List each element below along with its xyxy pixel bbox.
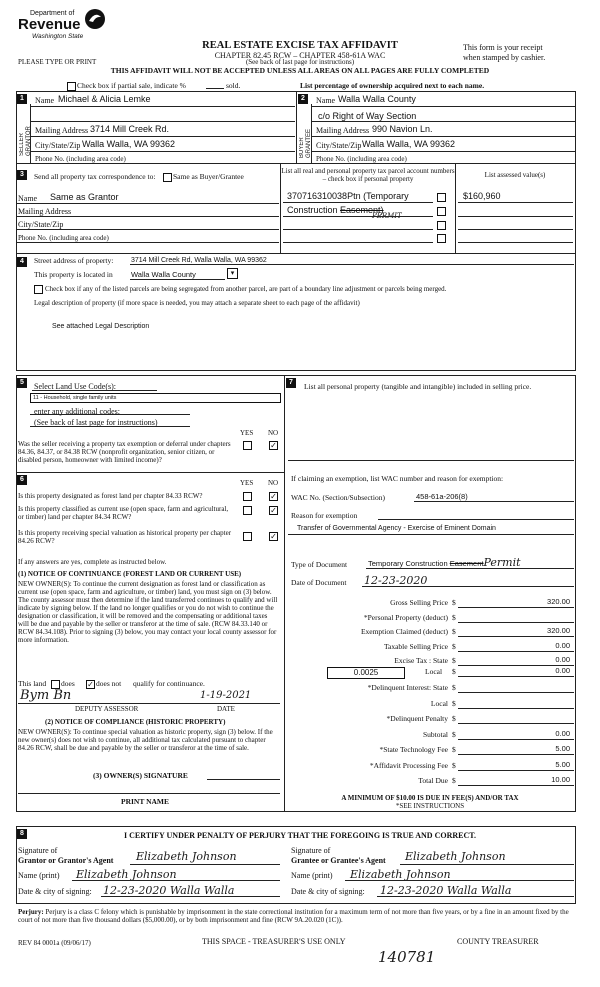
fin-dollar-sign: $	[452, 656, 456, 665]
legal-description[interactable]: See attached Legal Description	[52, 323, 150, 330]
county-select[interactable]: Walla Walla County	[131, 270, 196, 279]
legal-description-label: Legal description of property (if more space is needed, you may attach a separate sheet to each page of the affidavit)	[34, 299, 360, 307]
section-6-number: 6	[17, 475, 27, 485]
assessed-value-1[interactable]: $160,960	[463, 191, 501, 201]
document-type-handwritten: Permit	[483, 556, 521, 569]
buyer-side-label: BUYER GRANTEE	[299, 128, 312, 158]
grantor-sig-label-1: Signature of	[18, 846, 58, 855]
partial-sale-label: Check box if partial sale, indicate %	[77, 81, 186, 90]
fin-label: Taxable Selling Price	[383, 641, 448, 651]
fin-value-line	[458, 770, 574, 771]
grantee-name[interactable]: Elizabeth Johnson	[350, 868, 451, 881]
partial-sale-percent-field[interactable]	[206, 88, 224, 89]
fin-value-line	[458, 607, 574, 608]
does-not-label: does not	[96, 679, 122, 688]
sec6-q2: Is this property classified as current use (open space, farm and agricultural, or timber) land per chapter 84.34 RCW?	[18, 505, 229, 521]
list-percentage-note: List percentage of ownership acquired next to each name.	[300, 81, 485, 90]
sec6-q1: Is this property designated as forest land per chapter 84.33 RCW?	[18, 492, 203, 500]
fin-label: Total Due	[418, 776, 448, 785]
receipt-note-2: when stamped by cashier.	[463, 53, 546, 62]
grantor-date-city[interactable]: 12-23-2020 Walla Walla	[103, 884, 235, 897]
grantor-sig-label-2: Grantor or Grantor's Agent	[18, 856, 114, 865]
fin-label: *Delinquent Interest: State	[367, 683, 448, 692]
fin-dollar-sign: $	[452, 598, 456, 607]
perjury-label: Perjury:	[18, 908, 44, 916]
seller-city[interactable]: Walla Walla, WA 99362	[82, 139, 176, 149]
sec5-yes-header: YES	[240, 429, 254, 437]
county-treasurer-label: COUNTY TREASURER	[457, 937, 539, 946]
document-date-label: Date of Document	[291, 578, 347, 587]
see-instructions-note: *SEE INSTRUCTIONS	[395, 802, 465, 810]
segregated-checkbox[interactable]	[34, 285, 43, 294]
sold-label: sold.	[226, 81, 241, 90]
buyer-city-label: City/State/Zip	[316, 141, 362, 150]
sec3-name-label: Name	[18, 194, 38, 203]
fin-value-line	[458, 739, 574, 740]
sec6-q1-no-checkbox[interactable]: ✓	[270, 492, 277, 501]
buyer-name-label: Name	[316, 96, 336, 105]
buyer-name-line2[interactable]: c/o Right of Way Section	[318, 111, 417, 121]
seller-city-label: City/State/Zip	[35, 141, 81, 150]
exemption-reason[interactable]: Transfer of Governmental Agency - Exercise of Eminent Domain	[297, 525, 496, 532]
located-in-label: This property is located in	[34, 270, 113, 279]
sec5-see-back: (See back of last page for instructions)	[34, 418, 158, 427]
parcel-1[interactable]: 370716310038Ptn (Temporary	[287, 191, 409, 201]
fin-label: *Personal Property (deduct)	[363, 612, 448, 622]
notice-continuance-body: NEW OWNER(S): To continue the current designation as forest land or classification as current use (open space, farm and agriculture, or timber) land, you must sign on (3) below. The county assessor must then determine if the land transferred continues to qualify and will indicate by signing below. If the land no longer qualifies or you do not wish to continue the designation or classification, it will be removed and the compensating or additional taxes will be due and payable by the seller or transferor at the time of sale. (RCW 84.33.140 or RCW 84.34.108). Prior to signing (3) below, you may contact your local county assessor for more information.	[18, 580, 278, 644]
county-dropdown-icon[interactable]: ▾	[227, 268, 238, 279]
section-2-number: 2	[298, 94, 308, 104]
assessor-date-label: DATE	[217, 705, 235, 713]
buyer-city[interactable]: Walla Walla, WA 99362	[362, 139, 456, 149]
parcel-4-personal-checkbox[interactable]	[437, 234, 446, 243]
grantor-date-label: Date & city of signing:	[18, 887, 92, 896]
please-type: PLEASE TYPE OR PRINT	[18, 58, 97, 66]
assessor-signature[interactable]: Bym Bn	[20, 688, 72, 703]
sec6-no-header: NO	[268, 479, 279, 487]
sec6-q3-no-checkbox[interactable]: ✓	[270, 532, 277, 541]
parcel-2-a: Construction	[287, 205, 341, 215]
seller-mail-label: Mailing Address	[35, 126, 89, 135]
fin-dollar-sign: $	[452, 641, 456, 651]
fin-value[interactable]: 0.00	[555, 655, 570, 664]
document-type-struck: Easement	[449, 559, 484, 568]
additional-codes-label: enter any additional codes:	[34, 407, 120, 416]
fin-label: Excise Tax : State	[394, 656, 448, 665]
sec6-q3-yes-checkbox[interactable]	[243, 532, 252, 541]
fin-label: *Delinquent Penalty	[386, 714, 448, 723]
document-type-label: Type of Document	[291, 560, 348, 569]
completion-warning: THIS AFFIDAVIT WILL NOT BE ACCEPTED UNLESS ALL AREAS ON ALL PAGES ARE FULLY COMPLETED	[110, 66, 490, 75]
form-revision: REV 84 0001a (09/06/17)	[18, 939, 91, 947]
parcel-2[interactable]	[287, 205, 384, 216]
land-does-not-checkbox[interactable]: ✓	[87, 680, 94, 689]
parcel-2-personal-checkbox[interactable]	[437, 207, 446, 216]
same-as-buyer-label: Same as Buyer/Grantee	[173, 172, 244, 181]
fin-label: Exemption Claimed (deduct)	[360, 627, 448, 636]
print-name-label: PRINT NAME	[121, 797, 169, 806]
seller-mail[interactable]: 3714 Mill Creek Rd.	[90, 124, 170, 134]
personal-property-field[interactable]	[288, 460, 574, 461]
sec6-q2-no-checkbox[interactable]: ✓	[270, 506, 277, 515]
fin-dollar-sign: $	[452, 698, 456, 708]
document-type[interactable]	[368, 558, 521, 568]
street-address-label: Street address of property:	[34, 256, 114, 265]
owner-signature-field[interactable]	[207, 779, 280, 780]
notice-compliance-body: NEW OWNER(S): To continue special valuation as historic property, sign (3) below. If the new owner(s) does not wish to continue, all additional tax calculated pursuant to chapter 84.26 RCW, shall be due and payable by the seller or transferor at the time of sale.	[18, 728, 273, 752]
wac-label: WAC No. (Section/Subsection)	[291, 493, 385, 502]
fin-value[interactable]: 5.00	[555, 759, 570, 769]
does-label: does	[61, 679, 75, 688]
grantee-date-label: Date & city of signing:	[291, 887, 365, 896]
section-5-number: 5	[17, 378, 27, 388]
parcel-2-struck: Easement)	[340, 205, 384, 215]
document-type-a: Temporary Construction	[368, 559, 450, 568]
fin-dollar-sign: $	[452, 745, 456, 754]
local-tax-label: Local	[425, 667, 443, 676]
sec6-q2-yes-checkbox[interactable]	[243, 506, 252, 515]
qualify-label: qualify for continuance.	[133, 679, 205, 688]
grantor-signature[interactable]: Elizabeth Johnson	[136, 850, 237, 863]
fin-value-line	[458, 785, 574, 786]
buyer-mail[interactable]: 990 Navion Ln.	[372, 124, 433, 134]
section-4-number: 4	[17, 257, 27, 267]
fin-label: *State Technology Fee	[379, 745, 448, 754]
grantor-name-label: Name (print)	[18, 871, 60, 880]
exemption-reason-label: Reason for exemption	[291, 511, 358, 520]
buyer-mail-label: Mailing Address	[316, 126, 370, 135]
parcel-3-personal-checkbox[interactable]	[437, 221, 446, 230]
dor-logo-icon	[84, 8, 106, 30]
sec5-q1: Was the seller receiving a property tax exemption or deferral under chapters 84.36, 84.37, or 84.38 RCW (nonprofit organization, senior citizen, or disabled person, homeowner with limited income)?	[18, 440, 231, 464]
fin-dollar-sign: $	[452, 776, 456, 785]
local-tax-dollar: $	[452, 667, 456, 676]
fin-value-line	[458, 651, 574, 652]
section-1-number: 1	[17, 94, 27, 104]
sec5-q1-yes-checkbox[interactable]	[243, 441, 252, 450]
buyer-name[interactable]: Walla Walla County	[338, 94, 416, 104]
logo-dept: Department of	[30, 10, 75, 17]
perjury-note	[18, 908, 576, 924]
deputy-assessor-label: DEPUTY ASSESSOR	[75, 705, 139, 713]
street-address[interactable]: 3714 Mill Creek Rd, Walla Walla, WA 99362	[131, 257, 267, 264]
same-as-buyer-checkbox[interactable]	[163, 173, 172, 182]
land-use-code-select[interactable]: 11 - Household, single family units	[30, 393, 281, 403]
fin-value-line	[458, 692, 574, 693]
sec3-mail-label: Mailing Address	[18, 207, 72, 216]
minimum-due-note: A MINIMUM OF $10.00 IS DUE IN FEE(S) AND/OR TAX	[341, 794, 519, 802]
dor-logo	[18, 8, 110, 42]
fin-label: Subtotal	[422, 729, 448, 739]
parcel-list-header: List all real and personal property tax parcel account numbers – check box if personal property	[281, 167, 455, 183]
personal-property-label: List all personal property (tangible and intangible) included in selling price.	[304, 382, 532, 391]
fin-dollar-sign: $	[452, 683, 456, 692]
form-chapter: CHAPTER 82.45 RCW – CHAPTER 458-61A WAC	[214, 51, 386, 60]
print-name-field[interactable]	[18, 793, 280, 794]
grantee-sig-label-2: Grantee or Grantee's Agent	[291, 856, 386, 865]
local-rate[interactable]: 0.0025	[327, 667, 405, 679]
notice-continuance-title: (1) NOTICE OF CONTINUANCE (FOREST LAND OR CURRENT USE)	[18, 570, 242, 578]
fin-label: Local	[430, 698, 448, 708]
seller-side-label: SELLER GRANTOR	[19, 126, 32, 156]
fin-label: Gross Selling Price	[390, 598, 448, 607]
receipt-stamp-number: 140781	[378, 948, 436, 966]
logo-state: Washington State	[32, 33, 84, 40]
sec3-phone-label: Phone No. (including area code)	[18, 234, 109, 242]
section-3-number: 3	[17, 170, 27, 180]
certify-statement: I CERTIFY UNDER PENALTY OF PERJURY THAT THE FOREGOING IS TRUE AND CORRECT.	[123, 831, 476, 840]
sec5-no-header: NO	[268, 429, 279, 437]
this-land-label: This land	[18, 679, 47, 688]
fin-dollar-sign: $	[452, 612, 456, 622]
sec5-q1-no-checkbox[interactable]: ✓	[270, 441, 277, 450]
fin-value[interactable]: 0.00	[555, 728, 570, 738]
section-8-number: 8	[17, 829, 27, 839]
fin-value-line	[458, 754, 574, 755]
perjury-text: Perjury is a class C felony which is punishable by imprisonment in the state correctional institution for a maximum term of not more than five years, or by a fine in an amount fixed by the court of not more than five thousand dollars ($5,000.00), or by both imprisonment and fine (RCW 9A.20.020 (1C)).	[18, 908, 569, 924]
parcel-2-handwritten: PERMIT	[372, 212, 402, 220]
grantee-date-city[interactable]: 12-23-2020 Walla Walla	[380, 884, 512, 897]
parcel-1-personal-checkbox[interactable]	[437, 193, 446, 202]
fin-value[interactable]: 10.00	[551, 775, 570, 784]
form-title: REAL ESTATE EXCISE TAX AFFIDAVIT	[202, 40, 398, 51]
fin-value-line	[458, 636, 574, 637]
fin-label: *Affidavit Processing Fee	[369, 760, 448, 770]
seller-name[interactable]: Michael & Alicia Lemke	[58, 94, 151, 104]
logo-revenue: Revenue	[18, 16, 81, 33]
fin-value-line	[458, 708, 574, 709]
fin-value-line	[458, 723, 574, 724]
sec6-q3: Is this property receiving special valuation as historical property per chapter 84.26 RCW?	[18, 529, 232, 545]
send-correspondence-label: Send all property tax correspondence to:	[34, 172, 156, 181]
fin-dollar-sign: $	[452, 760, 456, 770]
claiming-exemption-label: If claiming an exemption, list WAC number and reason for exemption:	[291, 474, 504, 483]
fin-dollar-sign: $	[452, 729, 456, 739]
fin-value[interactable]: 320.00	[547, 597, 570, 606]
grantee-name-label: Name (print)	[291, 871, 333, 880]
receipt-note-1: This form is your receipt	[463, 43, 543, 52]
local-tax-value[interactable]: 0.00	[555, 666, 570, 675]
sec3-name[interactable]: Same as Grantor	[50, 192, 119, 202]
treasurer-space-label: THIS SPACE - TREASURER'S USE ONLY	[202, 937, 346, 946]
partial-sale-checkbox[interactable]	[67, 82, 76, 91]
sec6-q1-yes-checkbox[interactable]	[243, 492, 252, 501]
owner-signature-label: (3) OWNER(S) SIGNATURE	[93, 771, 188, 780]
section-7-number: 7	[286, 378, 296, 388]
if-yes-note: If any answers are yes, complete as instructed below.	[18, 558, 167, 566]
fin-dollar-sign: $	[452, 714, 456, 723]
fin-value-line	[458, 622, 574, 623]
seller-name-label: Name	[35, 96, 55, 105]
buyer-phone-label: Phone No. (including area code)	[316, 155, 407, 163]
seller-phone-label: Phone No. (including area code)	[35, 155, 126, 163]
segregated-label: Check box if any of the listed parcels are being segregated from another parcel, are part of a boundary line adjustment or parcels being merged.	[45, 285, 447, 293]
fin-value[interactable]: 0.00	[555, 640, 570, 650]
grantor-name[interactable]: Elizabeth Johnson	[76, 868, 177, 881]
assessor-date[interactable]: 1-19-2021	[200, 690, 252, 701]
fin-dollar-sign: $	[452, 627, 456, 636]
fin-value[interactable]: 320.00	[547, 626, 570, 635]
sec3-city-label: City/State/Zip	[18, 220, 64, 229]
fin-value[interactable]: 5.00	[555, 744, 570, 753]
sec6-yes-header: YES	[240, 479, 254, 487]
document-date[interactable]: 12-23-2020	[364, 574, 428, 587]
land-use-label: Select Land Use Code(s):	[34, 382, 116, 391]
grantee-signature[interactable]: Elizabeth Johnson	[405, 850, 506, 863]
grantee-sig-label-1: Signature of	[291, 846, 331, 855]
notice-compliance-title: (2) NOTICE OF COMPLIANCE (HISTORIC PROPERTY)	[45, 718, 226, 726]
see-back-note: (See back of last page for instructions)	[245, 58, 355, 66]
wac-number[interactable]: 458-61a-206(8)	[416, 492, 468, 501]
assessed-value-header: List assessed value(s)	[484, 171, 546, 179]
